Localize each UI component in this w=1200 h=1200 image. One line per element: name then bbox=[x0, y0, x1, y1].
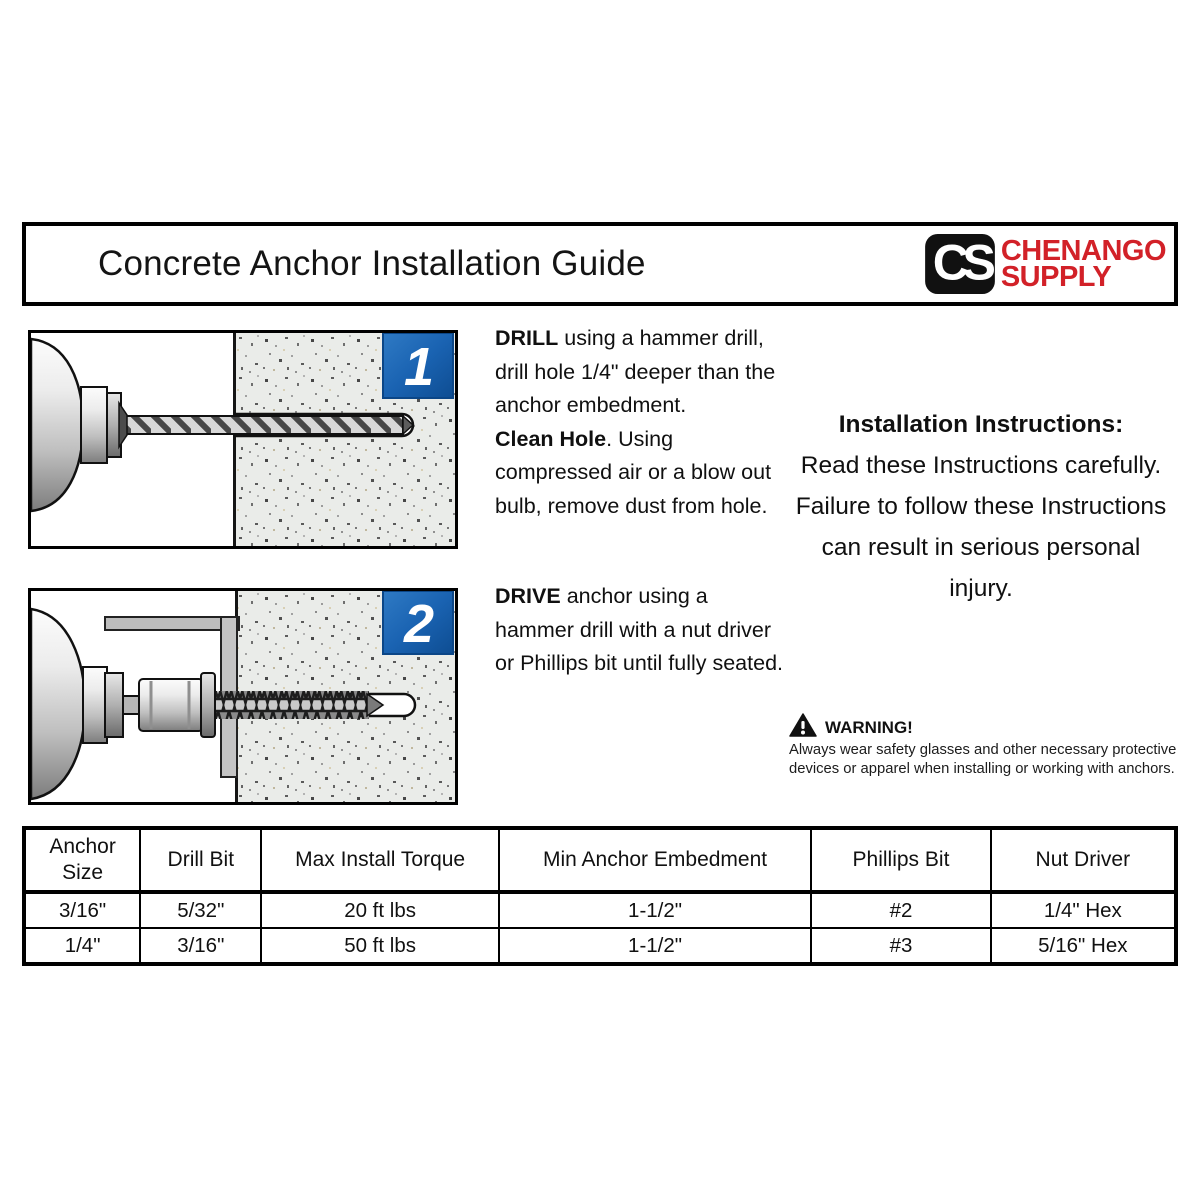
logo-line2: SUPPLY bbox=[1000, 261, 1112, 293]
step2-instructions bbox=[495, 580, 791, 681]
logo-line1: CHENANGO bbox=[1000, 235, 1166, 267]
cell-anchor-size: 3/16" bbox=[24, 892, 140, 928]
cell-max-torque: 50 ft lbs bbox=[261, 928, 498, 964]
step1-term-clean-hole: Clean Hole bbox=[495, 426, 607, 451]
col-header-drill-bit: Drill Bit bbox=[140, 828, 261, 892]
step1-term-drill: DRILL bbox=[495, 326, 559, 350]
col-header-nut-driver: Nut Driver bbox=[991, 828, 1176, 892]
page-title: Concrete Anchor Installation Guide bbox=[98, 244, 646, 283]
warning-body: Always wear safety glasses and other necessary protective devices or apparel when installing or working with anchors. bbox=[789, 742, 1177, 777]
installation-instructions-body: Read these Instructions carefully. Failure to follow these Instructions can result in serious personal injury. bbox=[795, 452, 1167, 602]
drill-into-concrete-image bbox=[31, 333, 455, 546]
col-header-anchor-size: Anchor Size bbox=[24, 828, 140, 892]
warning-note bbox=[789, 713, 1191, 779]
header-bar bbox=[22, 222, 1178, 306]
cell-nut-driver: 1/4" Hex bbox=[991, 892, 1176, 928]
step1-text: using a hammer drill, drill hole 1/4" deeper than the anchor embedment. bbox=[495, 326, 776, 417]
step1-illustration bbox=[28, 330, 458, 549]
step1-badge-number: 1 bbox=[403, 337, 435, 397]
step1-text2: . Using compressed air or a blow out bulb, remove dust from hole. bbox=[495, 426, 772, 518]
logo-wordmark bbox=[1000, 235, 1166, 293]
spec-table-row-14 bbox=[24, 928, 1176, 964]
cell-min-embedment: 1-1/2" bbox=[499, 928, 812, 964]
warning-triangle-icon bbox=[789, 713, 817, 738]
anchor-spec-table bbox=[22, 826, 1178, 966]
cell-phillips-bit: #2 bbox=[811, 892, 990, 928]
step2-badge bbox=[383, 591, 453, 654]
drill-chuck bbox=[31, 609, 123, 799]
installation-instructions-note bbox=[795, 404, 1167, 609]
spec-table-row-316 bbox=[24, 892, 1176, 928]
warning-title: WARNING! bbox=[825, 718, 913, 737]
drive-anchor-image bbox=[31, 591, 455, 802]
screw-anchor bbox=[215, 691, 383, 719]
col-header-min-anchor-embedment: Min Anchor Embedment bbox=[499, 828, 812, 892]
col-header-max-install-torque: Max Install Torque bbox=[261, 828, 498, 892]
step2-illustration bbox=[28, 588, 458, 805]
spec-table-header-row bbox=[24, 828, 1176, 892]
cs-monogram-text: CS bbox=[932, 233, 989, 291]
cell-min-embedment: 1-1/2" bbox=[499, 892, 812, 928]
installation-instructions-heading: Installation Instructions: bbox=[838, 411, 1124, 438]
step2-badge-number: 2 bbox=[403, 594, 435, 654]
cell-max-torque: 20 ft lbs bbox=[261, 892, 498, 928]
cell-drill-bit: 3/16" bbox=[140, 928, 261, 964]
chenango-supply-logo bbox=[924, 233, 1166, 295]
drill-bit bbox=[117, 416, 413, 434]
cell-anchor-size: 1/4" bbox=[24, 928, 140, 964]
step1-badge bbox=[383, 333, 453, 398]
cell-drill-bit: 5/32" bbox=[140, 892, 261, 928]
cs-monogram-icon bbox=[924, 233, 996, 295]
step1-instructions bbox=[495, 322, 791, 523]
col-header-phillips-bit: Phillips Bit bbox=[811, 828, 990, 892]
step2-term-drive: DRIVE bbox=[495, 584, 561, 608]
nut-driver bbox=[121, 673, 215, 737]
cell-nut-driver: 5/16" Hex bbox=[991, 928, 1176, 964]
step2-text: anchor using a hammer drill with a nut driver or Phillips bit until fully seated. bbox=[495, 584, 784, 675]
cell-phillips-bit: #3 bbox=[811, 928, 990, 964]
drill-chuck bbox=[31, 339, 127, 511]
